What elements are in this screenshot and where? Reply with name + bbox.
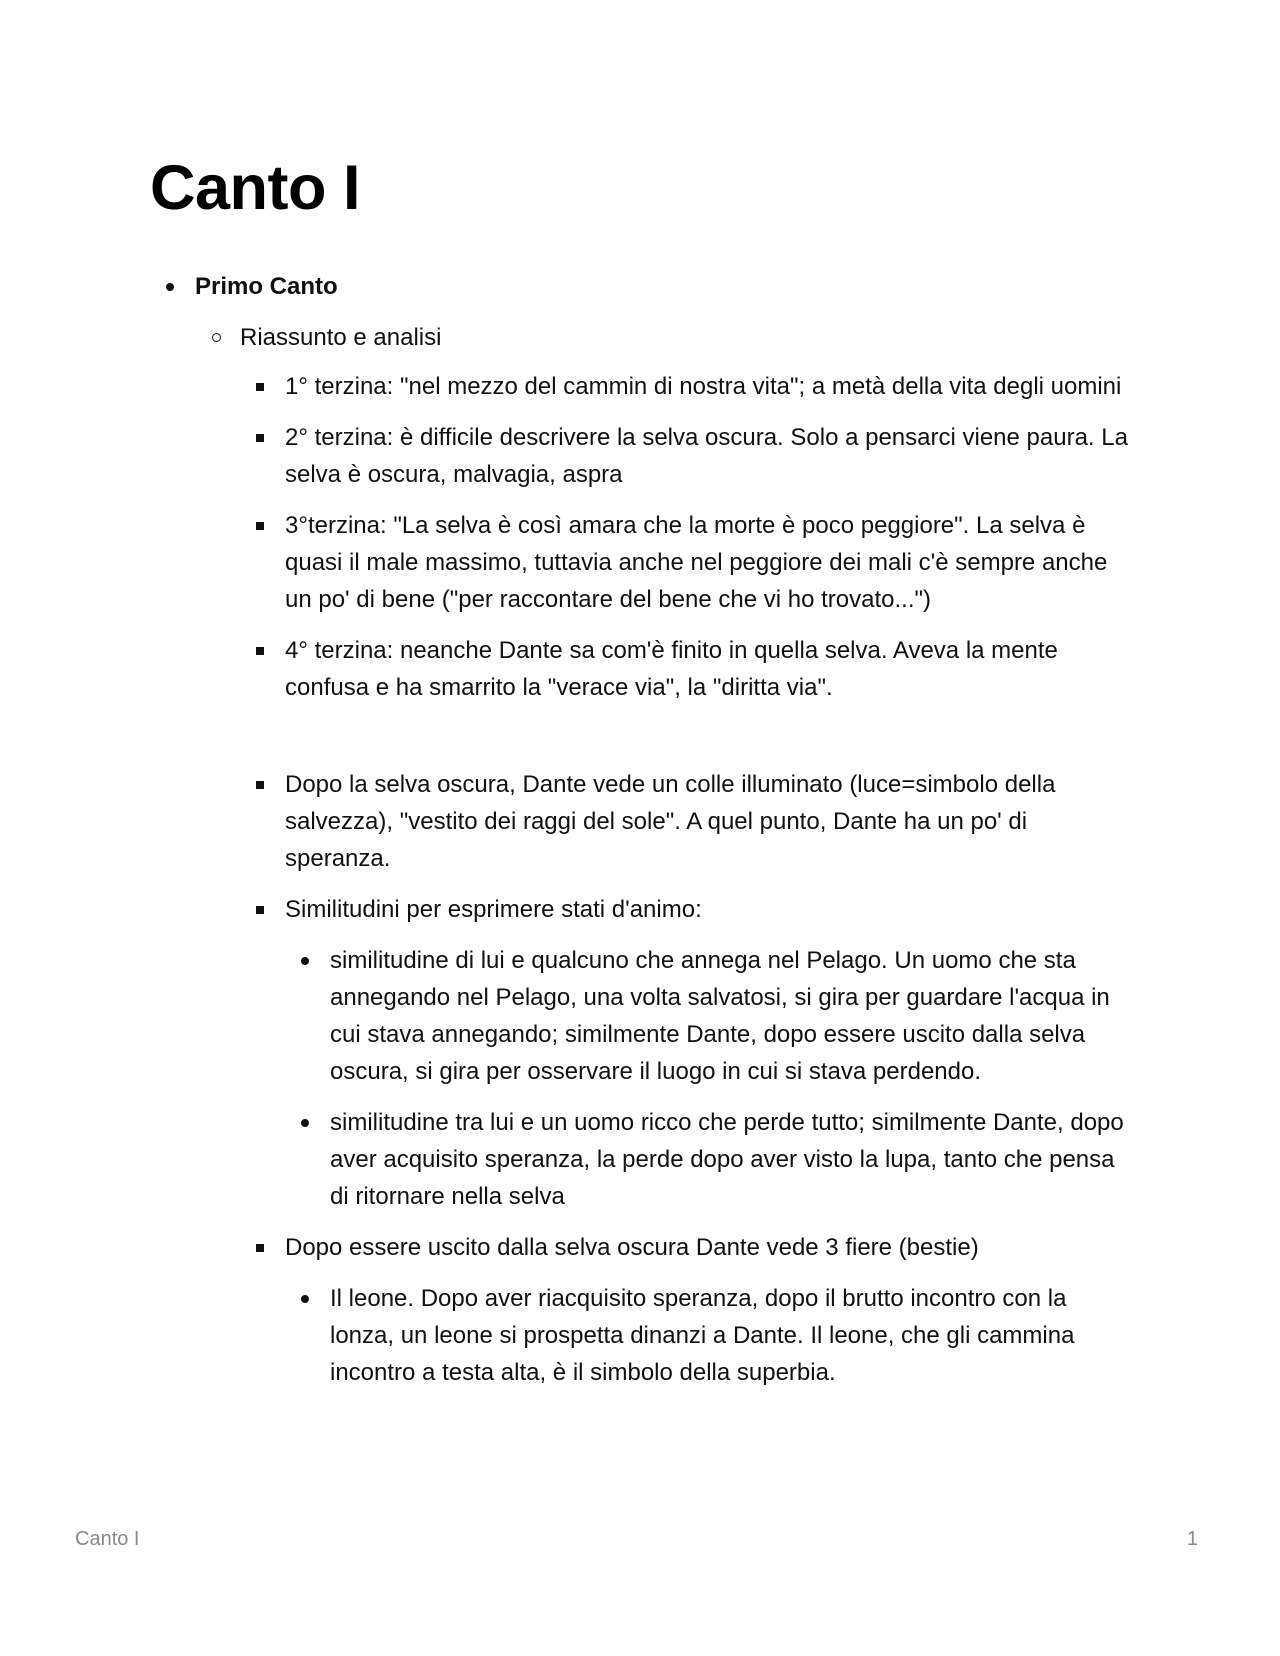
list-item <box>150 268 1130 1391</box>
list-item <box>240 891 1130 1215</box>
footer-document-title: Canto I <box>75 1528 140 1550</box>
bullet-square-icon <box>256 522 264 530</box>
list-item-text: Dopo la selva oscura, Dante vede un colle illuminato (luce=simbolo della salvezza), "vestito dei raggi del sole". A quel punto, Dante ha un po' di speranza. <box>285 771 1056 872</box>
bullet-square-icon <box>256 906 264 914</box>
list-item-text: 2° terzina: è difficile descrivere la selva oscura. Solo a pensarci viene paura. La selva è oscura, malvagia, aspra <box>285 424 1128 488</box>
bullet-square-icon <box>256 647 264 655</box>
fiere-list <box>285 1280 1130 1391</box>
document-body <box>150 268 1130 1405</box>
list-item-text: similitudine di lui e qualcuno che annega nel Pelago. Un uomo che sta annegando nel Pelago, una volta salvatosi, si gira per guardare l'acqua in cui stava annegando; similmente Dante, dopo essere uscito dalla selva oscura, si gira per osservare il luogo in cui si stava perdendo. <box>330 947 1110 1085</box>
list-item-text: similitudine tra lui e un uomo ricco che perde tutto; similmente Dante, dopo aver acquisito speranza, la perde dopo aver visto la lupa, tanto che pensa di ritornare nella selva <box>330 1109 1124 1210</box>
list-item <box>285 942 1130 1090</box>
bullet-square-icon <box>256 434 264 442</box>
list-item-text: 1° terzina: "nel mezzo del cammin di nostra vita"; a metà della vita degli uomini <box>285 373 1122 400</box>
list-item <box>240 632 1130 706</box>
sublist <box>195 319 1130 1391</box>
list-item-text: Il leone. Dopo aver riacquisito speranza, dopo il brutto incontro con la lonza, un leone si prospetta dinanzi a Dante. Il leone, che gli cammina incontro a testa alta, è il simbolo della superbia. <box>330 1285 1075 1386</box>
outline-list <box>150 268 1130 1391</box>
list-item <box>240 766 1130 877</box>
bullet-disc-icon <box>301 1119 309 1127</box>
footer-page-number: 1 <box>1186 1528 1198 1550</box>
bullet-circle-icon <box>212 333 221 342</box>
list-item-text: Dopo essere uscito dalla selva oscura Dante vede 3 fiere (bestie) <box>285 1234 979 1261</box>
bullet-disc-icon <box>301 1295 309 1303</box>
list-item <box>240 507 1130 618</box>
list-item <box>285 1104 1130 1215</box>
subsection-heading: Riassunto e analisi <box>240 324 442 351</box>
list-item <box>240 419 1130 493</box>
similitudini-list <box>285 942 1130 1215</box>
section-heading: Primo Canto <box>195 273 338 300</box>
list-item <box>285 1280 1130 1391</box>
bullet-square-icon <box>256 1244 264 1252</box>
bullet-disc-icon <box>301 957 309 965</box>
list-item-text: Similitudini per esprimere stati d'animo: <box>285 896 702 923</box>
bullet-disc-icon <box>166 283 174 291</box>
bullet-square-icon <box>256 383 264 391</box>
list-item-text: 3°terzina: "La selva è così amara che la morte è poco peggiore". La selva è quasi il male massimo, tuttavia anche nel peggiore dei mali c'è sempre anche un po' di bene ("per raccontare del bene che vi ho trovato...") <box>285 512 1108 613</box>
list-item <box>240 1229 1130 1391</box>
list-item <box>240 368 1130 405</box>
list-item <box>195 319 1130 1391</box>
page-title: Canto I <box>150 153 360 223</box>
list-item-text: 4° terzina: neanche Dante sa com'è finito in quella selva. Aveva la mente confusa e ha smarrito la "verace via", la "diritta via". <box>285 637 1058 701</box>
terzine-list <box>240 368 1130 1391</box>
bullet-square-icon <box>256 781 264 789</box>
